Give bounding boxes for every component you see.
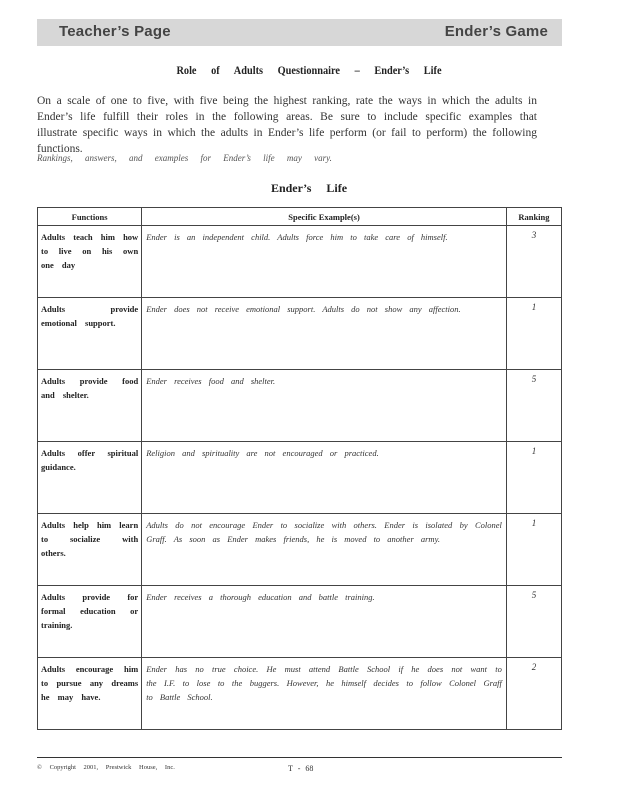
- ranking-cell: 5: [531, 374, 537, 384]
- page-header: [37, 19, 562, 46]
- table-row: [38, 442, 562, 514]
- function-cell: Adults teach him how to live on his own one day: [41, 232, 139, 270]
- rankings-note: Rankings, answers, and examples for Ender’s life may vary.: [37, 153, 332, 163]
- table-row: [38, 658, 562, 730]
- instructions-paragraph: On a scale of one to five, with five being the highest ranking, rate the ways in which the adults in Ender’s life fulfill their roles in the following areas. Be sure to include specific examples that illustrate specific ways in which the adults in Ender’s life perform (or fail to perform) the following functions.: [37, 95, 537, 155]
- header-right-title: Ender’s Game: [444, 23, 548, 40]
- ranking-cell: 2: [531, 662, 537, 672]
- example-cell: Ender is an independent child. Adults force him to take care of himself.: [146, 232, 448, 242]
- table-row: [38, 370, 562, 442]
- table-row: [38, 226, 562, 298]
- ranking-cell: 1: [531, 518, 537, 528]
- header-left-title: Teacher’s Page: [59, 23, 171, 40]
- ranking-header: Ranking: [506, 208, 561, 226]
- function-cell: Adults provide emotional support.: [41, 304, 139, 328]
- copyright-text: © Copyright 2001, Prestwick House, Inc.: [37, 764, 175, 771]
- example-cell: Ender receives food and shelter.: [146, 376, 276, 386]
- examples-header: Specific Example(s): [142, 208, 507, 226]
- example-cell: Religion and spirituality are not encouraged or practiced.: [146, 448, 379, 458]
- example-cell: Adults do not encourage Ender to socialize with others. Ender is isolated by Colonel Graff. As soon as Ender makes friends, he is moved to another army.: [146, 520, 502, 544]
- table-row: [38, 514, 562, 586]
- table-title: Ender’s Life: [270, 181, 348, 195]
- table-row: [38, 298, 562, 370]
- ranking-cell: 3: [531, 230, 537, 240]
- function-cell: Adults provide for formal education or training.: [41, 592, 139, 630]
- example-cell: Ender receives a thorough education and battle training.: [146, 592, 375, 602]
- example-cell: Ender does not receive emotional support. Adults do not show any affection.: [146, 304, 461, 314]
- ranking-cell: 1: [531, 446, 537, 456]
- page-title: Role of Adults Questionnaire – Ender’s Life: [176, 63, 442, 77]
- function-cell: Adults provide food and shelter.: [41, 376, 139, 400]
- questionnaire-table: [37, 207, 562, 730]
- ranking-cell: 1: [531, 302, 537, 312]
- table-header-row: [38, 208, 562, 226]
- function-cell: Adults encourage him to pursue any dreams he may have.: [41, 664, 139, 702]
- table-row: [38, 586, 562, 658]
- example-cell: Ender has no true choice. He must attend Battle School if he does not want to the I.F. to lose to the buggers. However, he himself decides to follow Colonel Graff to Battle School.: [146, 664, 502, 702]
- page-number: T - 68: [288, 764, 314, 773]
- footer-divider: [37, 757, 562, 758]
- function-cell: Adults offer spiritual guidance.: [41, 448, 139, 472]
- functions-header: Functions: [38, 208, 142, 226]
- ranking-cell: 5: [531, 590, 537, 600]
- function-cell: Adults help him learn to socialize with others.: [41, 520, 139, 558]
